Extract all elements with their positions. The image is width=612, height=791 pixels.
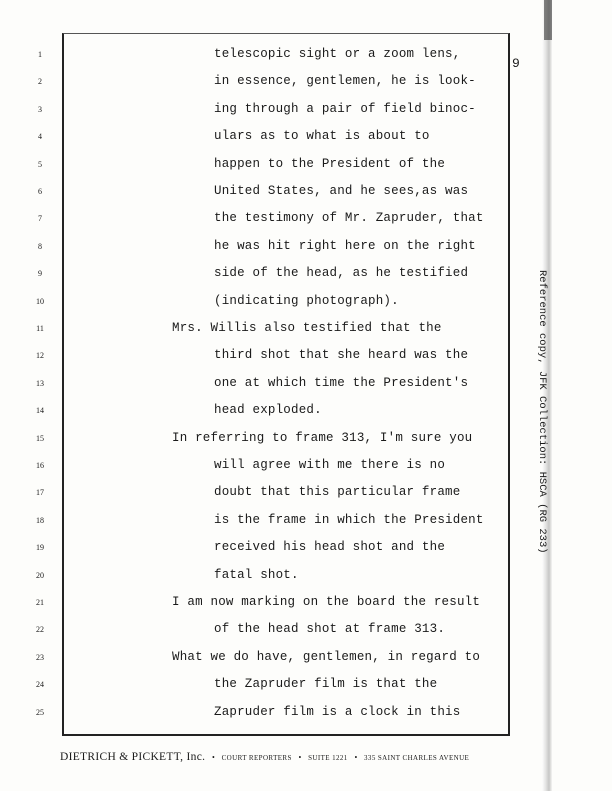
transcript-line: received his head shot and the bbox=[214, 540, 446, 555]
line-number: 10 bbox=[36, 296, 44, 306]
line-number: 22 bbox=[36, 625, 44, 635]
archive-stamp: Reference copy, JFK Collection: HSCA (RG 233) bbox=[536, 270, 548, 554]
line-number: 20 bbox=[36, 570, 44, 580]
transcript-line: one at which time the President's bbox=[214, 375, 469, 390]
line-number: 14 bbox=[36, 406, 44, 416]
footer-separator: • bbox=[212, 753, 215, 762]
line-number: 11 bbox=[36, 324, 44, 333]
footer-firm: DIETRICH & PICKETT, Inc. bbox=[60, 751, 206, 763]
line-number: 9 bbox=[38, 269, 42, 279]
footer-service: COURT REPORTERS bbox=[221, 754, 292, 762]
footer-separator: • bbox=[354, 753, 358, 762]
line-number: 6 bbox=[38, 187, 42, 196]
page-edge-mark bbox=[544, 0, 552, 40]
line-number: 5 bbox=[38, 159, 42, 169]
transcript-line: fatal shot. bbox=[214, 567, 299, 582]
transcript-line: (indicating photograph). bbox=[214, 293, 399, 308]
transcript-line: the testimony of Mr. Zapruder, that bbox=[214, 211, 484, 226]
line-number: 24 bbox=[36, 680, 44, 690]
line-number: 17 bbox=[36, 488, 44, 498]
line-number: 12 bbox=[36, 351, 44, 361]
transcript-line: happen to the President of the bbox=[214, 156, 446, 171]
transcript-line: In referring to frame 313, I'm sure you bbox=[172, 430, 473, 445]
line-number: 7 bbox=[38, 214, 42, 224]
footer-suite: SUITE 1221 bbox=[308, 754, 348, 762]
transcript-line: doubt that this particular frame bbox=[214, 485, 461, 500]
transcript-line: ulars as to what is about to bbox=[214, 129, 430, 144]
transcript-line: What we do have, gentlemen, in regard to bbox=[172, 649, 481, 664]
transcript-line: will agree with me there is no bbox=[214, 458, 446, 472]
line-number: 18 bbox=[36, 515, 44, 525]
line-number: 2 bbox=[38, 77, 42, 87]
transcript-line: Zapruder film is a clock in this bbox=[214, 704, 461, 719]
line-number: 19 bbox=[36, 543, 44, 553]
footer-separator: • bbox=[298, 753, 302, 762]
transcript-line: head exploded. bbox=[214, 403, 322, 418]
line-number: 1 bbox=[38, 50, 42, 59]
transcript-line: I am now marking on the board the result bbox=[172, 595, 481, 609]
transcript-line: he was hit right here on the right bbox=[214, 238, 476, 253]
transcript-line: is the frame in which the President bbox=[214, 512, 484, 527]
transcript-line: Mrs. Willis also testified that the bbox=[172, 321, 442, 335]
transcript-line: side of the head, as he testified bbox=[214, 266, 469, 281]
transcript-line: the Zapruder film is that the bbox=[214, 677, 438, 692]
line-number: 15 bbox=[36, 433, 44, 443]
transcript-line: of the head shot at frame 313. bbox=[214, 622, 446, 637]
footer-address: 335 SAINT CHARLES AVENUE bbox=[364, 754, 470, 762]
transcript-line: third shot that she heard was the bbox=[214, 348, 469, 363]
page-number: 9 bbox=[512, 56, 520, 71]
line-number: 23 bbox=[36, 652, 44, 662]
line-number: 4 bbox=[38, 132, 42, 142]
line-number: 8 bbox=[38, 241, 42, 251]
transcript-line: in essence, gentlemen, he is look- bbox=[214, 74, 476, 89]
line-number: 25 bbox=[36, 707, 44, 717]
line-number: 13 bbox=[36, 378, 44, 388]
line-number: 16 bbox=[36, 461, 44, 470]
transcript-line: United States, and he sees,as was bbox=[214, 184, 469, 198]
transcript-line: telescopic sight or a zoom lens, bbox=[214, 47, 461, 61]
transcript-line: ing through a pair of field binoc- bbox=[214, 101, 476, 116]
line-number: 3 bbox=[38, 104, 42, 114]
footer bbox=[60, 751, 469, 763]
line-number: 21 bbox=[36, 598, 44, 607]
